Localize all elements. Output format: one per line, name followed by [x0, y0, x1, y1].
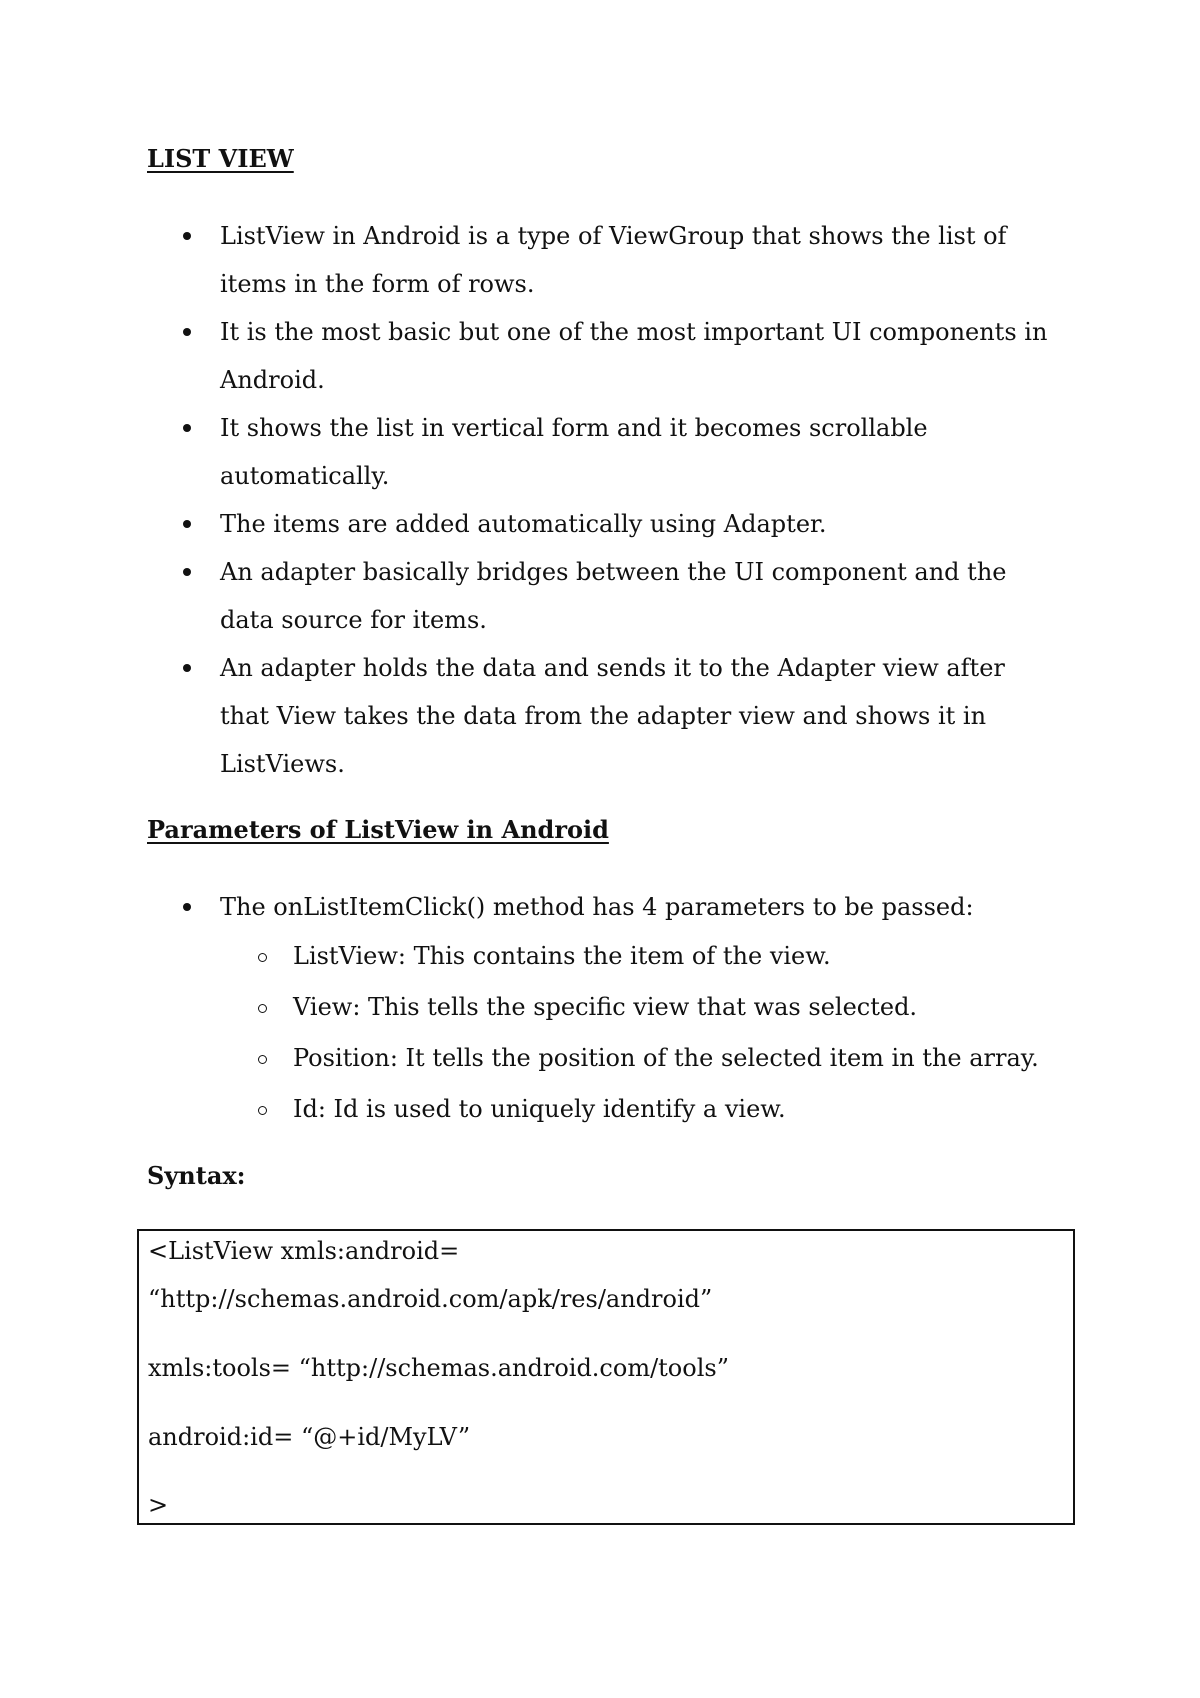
sub-item-text: Id: Id is used to uniquely identify a view. [293, 1095, 786, 1123]
circle-bullet-icon [258, 1004, 267, 1013]
parameters-heading: Parameters of ListView in Android [147, 815, 609, 844]
bullet-icon [183, 568, 191, 576]
list-view-heading: LIST VIEW [147, 144, 294, 173]
parameter-sublist [220, 931, 1060, 1135]
circle-bullet-icon [258, 1055, 267, 1064]
sub-list-item [220, 982, 1060, 1033]
sub-item-text: Position: It tells the position of the selected item in the array. [293, 1044, 1039, 1072]
bullet-text: It shows the list in vertical form and it becomes scrollable automatically. [220, 414, 928, 490]
sub-list-item [220, 1033, 1060, 1084]
bullet-icon [183, 520, 191, 528]
code-box [137, 1229, 1075, 1525]
bullet-text: The onListItemClick() method has 4 parameters to be passed: [220, 893, 974, 921]
list-item [0, 500, 1060, 548]
bullet-icon [183, 328, 191, 336]
sub-list-item [220, 931, 1060, 982]
bullet-icon [183, 232, 191, 240]
bullet-text: An adapter basically bridges between the UI component and the data source for items. [220, 558, 1007, 634]
list-item [0, 404, 1060, 500]
sub-item-text: View: This tells the specific view that was selected. [293, 993, 918, 1021]
list-item [0, 548, 1060, 644]
code-line: “http://schemas.android.com/apk/res/android” [148, 1285, 713, 1313]
bullet-text: An adapter holds the data and sends it to the Adapter view after that View takes the data from the adapter view and shows it in ListViews. [220, 654, 1005, 778]
code-line: android:id= “@+id/MyLV” [148, 1423, 471, 1451]
bullet-text: The items are added automatically using Adapter. [220, 510, 827, 538]
syntax-heading: Syntax: [147, 1161, 246, 1190]
list-item [0, 212, 1060, 308]
list-item [0, 644, 1060, 788]
list-item [0, 308, 1060, 404]
bullet-text: ListView in Android is a type of ViewGroup that shows the list of items in the form of rows. [220, 222, 1007, 298]
sub-list-item [220, 1084, 1060, 1135]
code-line: xmls:tools= “http://schemas.android.com/tools” [148, 1354, 729, 1382]
code-line: <ListView xmls:android= [148, 1237, 460, 1265]
sub-item-text: ListView: This contains the item of the view. [293, 942, 831, 970]
code-line: > [148, 1491, 169, 1519]
circle-bullet-icon [258, 953, 267, 962]
list-view-bullets [0, 212, 1060, 788]
bullet-text: It is the most basic but one of the most important UI components in Android. [220, 318, 1048, 394]
list-item [0, 883, 1060, 1135]
parameters-bullets [0, 883, 1060, 1135]
circle-bullet-icon [258, 1106, 267, 1115]
bullet-icon [183, 903, 191, 911]
bullet-icon [183, 664, 191, 672]
bullet-icon [183, 424, 191, 432]
